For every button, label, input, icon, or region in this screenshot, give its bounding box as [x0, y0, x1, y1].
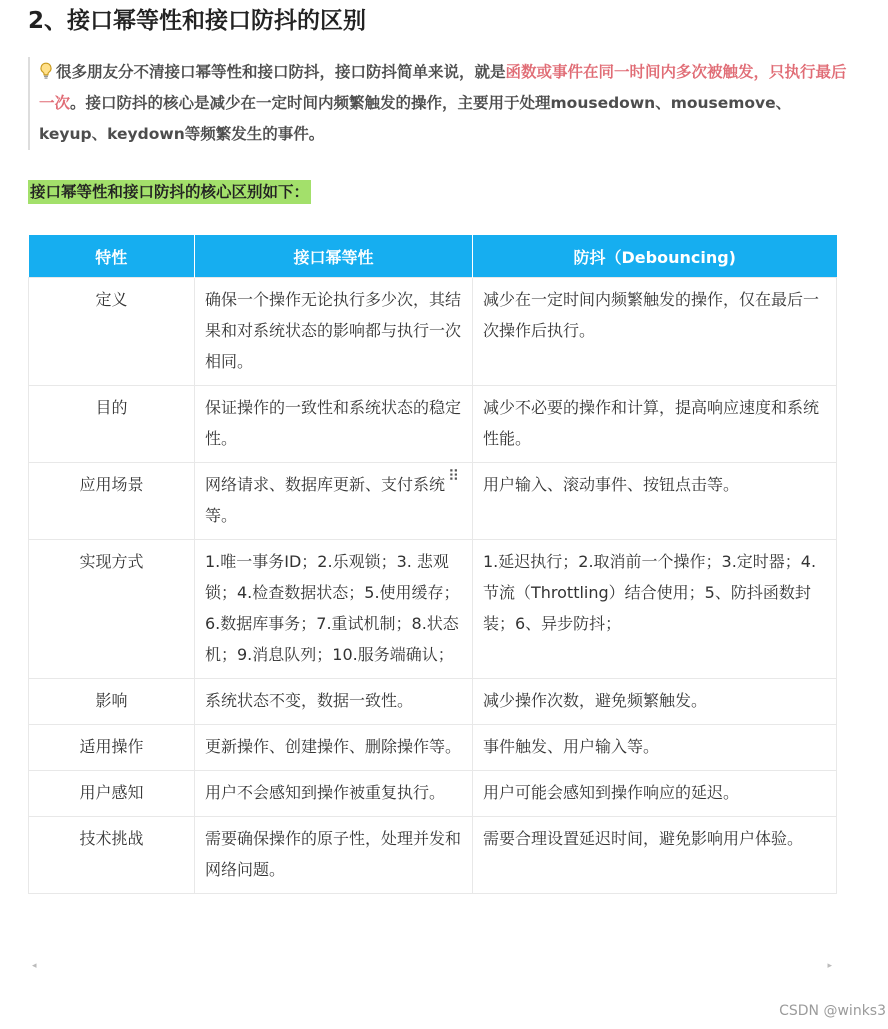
idempotency-cell: 用户不会感知到操作被重复执行。 [195, 771, 473, 817]
idempotency-cell: 确保一个操作无论执行多少次，其结果和对系统状态的影响都与执行一次相同。 [195, 278, 473, 386]
note-text-after: 。接口防抖的核心是减少在一定时间内频繁触发的操作，主要用于处理mousedown、mousemove、keyup、keydown等频繁发生的事件。 [39, 94, 792, 143]
debounce-cell: 事件触发、用户输入等。 [473, 725, 837, 771]
row-label: 影响 [29, 679, 195, 725]
table-row [29, 679, 837, 725]
debounce-cell: 减少在一定时间内频繁触发的操作，仅在最后一次操作后执行。 [473, 278, 837, 386]
note-text-before: 很多朋友分不清接口幂等性和接口防抖，接口防抖简单来说，就是 [56, 63, 506, 81]
drag-handle-icon[interactable]: ⠿ [448, 467, 458, 485]
idempotency-cell: 更新操作、创建操作、删除操作等。 [195, 725, 473, 771]
row-label: 用户感知 [29, 771, 195, 817]
idempotency-cell: 保证操作的一致性和系统状态的稳定性。 [195, 386, 473, 463]
debounce-cell: 减少操作次数，避免频繁触发。 [473, 679, 837, 725]
row-label: 目的 [29, 386, 195, 463]
lightbulb-icon [39, 60, 53, 78]
table-row [29, 771, 837, 817]
scroll-left-icon[interactable]: ◂ [32, 961, 37, 971]
idempotency-cell: 1.唯一事务ID；2.乐观锁；3. 悲观锁；4.检查数据状态；5.使用缓存；6.数据库事务；7.重试机制；8.状态机；9.消息队列；10.服务端确认； [195, 540, 473, 679]
row-label: 定义 [29, 278, 195, 386]
table-row [29, 725, 837, 771]
header-debouncing: 防抖（Debouncing) [473, 235, 837, 278]
note-blockquote [28, 57, 851, 150]
debounce-cell: 1.延迟执行；2.取消前一个操作；3.定时器；4.节流（Throttling）结合使用；5、防抖函数封装；6、异步防抖； [473, 540, 837, 679]
scroll-right-icon[interactable]: ▸ [827, 961, 832, 971]
row-label: 适用操作 [29, 725, 195, 771]
header-idempotency: 接口幂等性 [195, 235, 473, 278]
table-row [29, 278, 837, 386]
idempotency-cell: 需要确保操作的原子性，处理并发和网络问题。 [195, 817, 473, 894]
idempotency-cell: 系统状态不变，数据一致性。 [195, 679, 473, 725]
row-label: 技术挑战 [29, 817, 195, 894]
debounce-cell: 减少不必要的操作和计算，提高响应速度和系统性能。 [473, 386, 837, 463]
note-highlight: 函数或事件在同一时间内多次被触发，只执行最后一次 [39, 63, 847, 112]
table-header-row [29, 235, 837, 278]
summary-highlight: 接口幂等性和接口防抖的核心区别如下： [28, 180, 311, 204]
section-heading: 2、接口幂等性和接口防抖的区别 [28, 8, 367, 34]
idempotency-cell: 网络请求、数据库更新、支付系统等。 [195, 463, 473, 540]
table-row [29, 817, 837, 894]
debounce-cell: 用户可能会感知到操作响应的延迟。 [473, 771, 837, 817]
comparison-table [28, 235, 837, 894]
watermark: CSDN @winks3 [779, 1003, 886, 1019]
table-row [29, 540, 837, 679]
row-label: 应用场景 [29, 463, 195, 540]
header-feature: 特性 [29, 235, 195, 278]
debounce-cell: 需要合理设置延迟时间，避免影响用户体验。 [473, 817, 837, 894]
horizontal-scrollbar[interactable] [28, 958, 836, 976]
debounce-cell: 用户输入、滚动事件、按钮点击等。 [473, 463, 837, 540]
table-row [29, 386, 837, 463]
table-row [29, 463, 837, 540]
row-label: 实现方式 [29, 540, 195, 679]
